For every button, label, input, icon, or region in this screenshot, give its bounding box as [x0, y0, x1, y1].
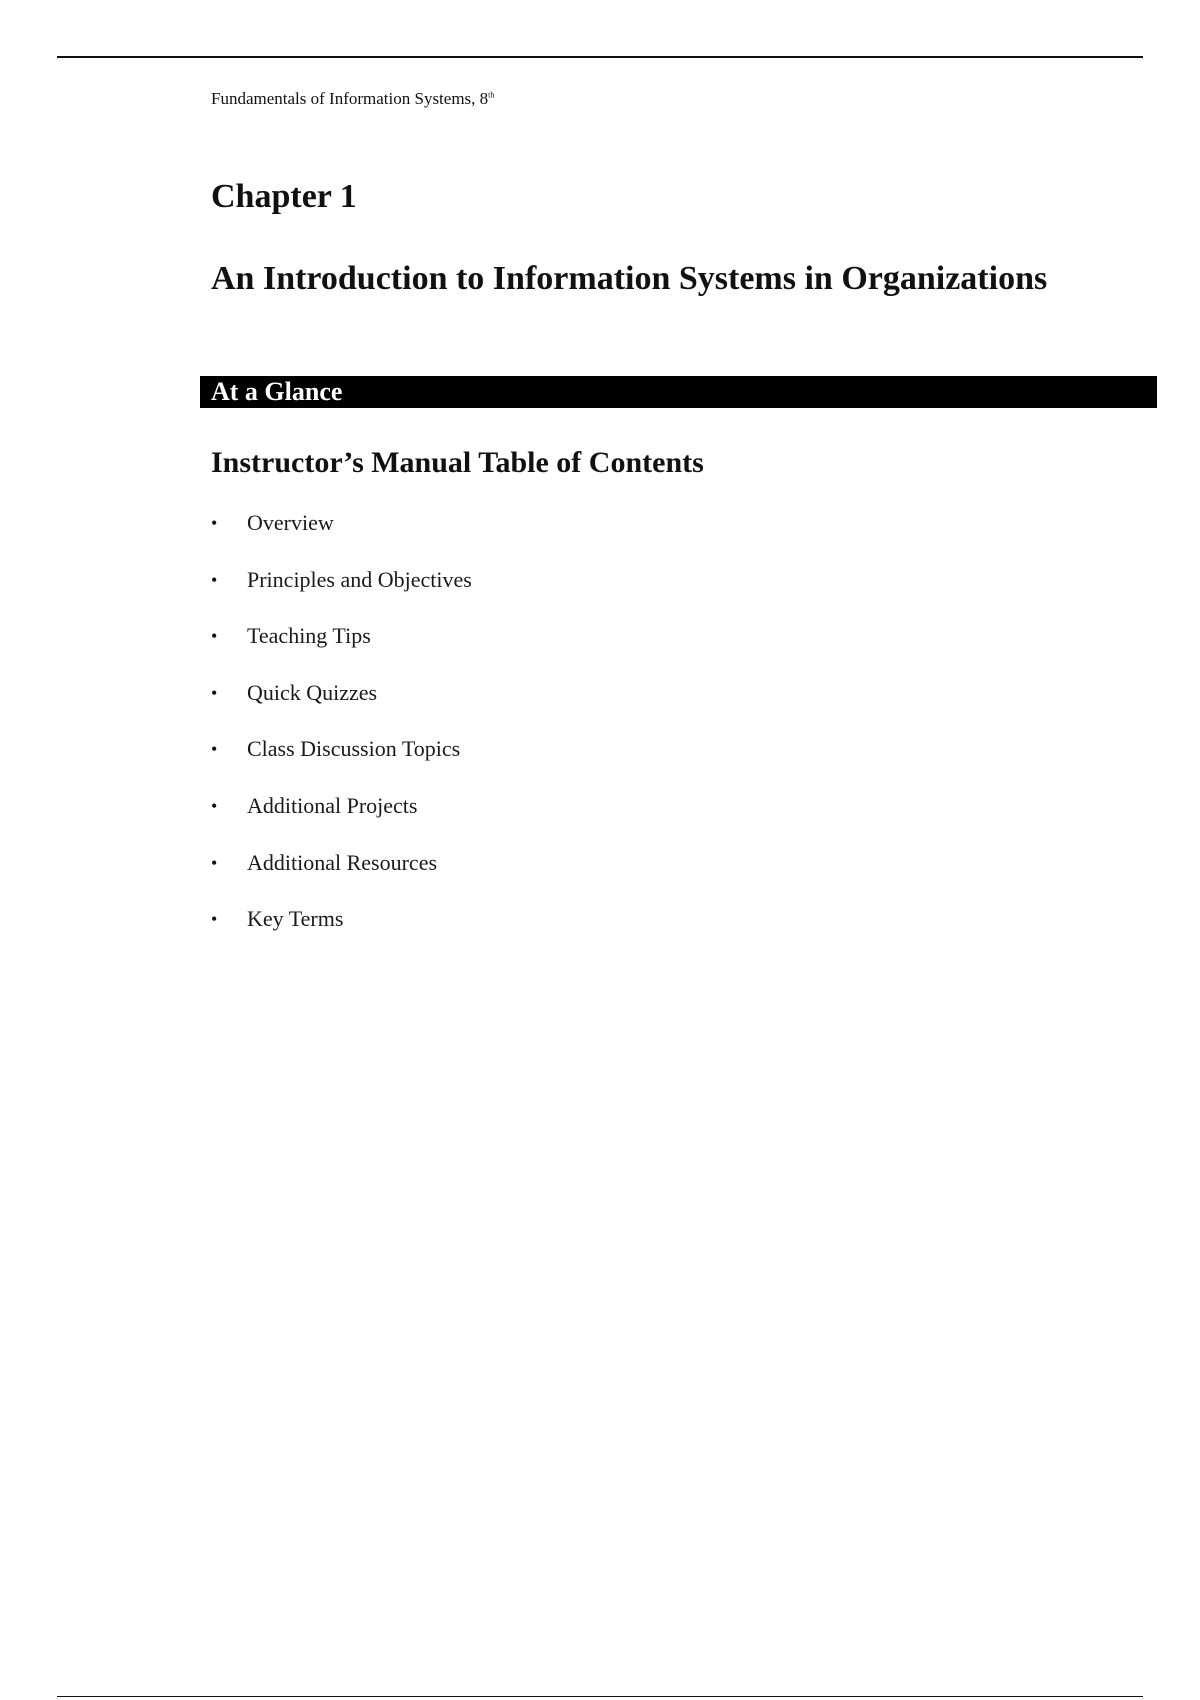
- toc-item-label: Overview: [247, 510, 334, 535]
- bullet-icon: •: [211, 852, 218, 873]
- top-rule: [57, 56, 1143, 58]
- toc-item-label: Additional Projects: [247, 792, 418, 818]
- bullet-icon: •: [211, 626, 218, 647]
- bullet-icon: •: [211, 795, 218, 816]
- toc-item-label: Principles and Objectives: [247, 566, 472, 592]
- bullet-icon: •: [211, 739, 218, 760]
- running-header: [211, 88, 494, 110]
- toc-item-label: Class Discussion Topics: [247, 736, 461, 762]
- bullet-icon: •: [211, 909, 218, 930]
- bullet-icon: •: [211, 682, 218, 703]
- toc-item-label: Quick Quizzes: [247, 679, 378, 705]
- at-a-glance-bar: [200, 376, 1157, 408]
- running-header-title: Fundamentals of Information Systems, 8: [211, 89, 489, 108]
- chapter-label: Chapter 1: [211, 178, 357, 215]
- running-header-superscript: th: [488, 90, 495, 100]
- toc-item-label: Key Terms: [247, 906, 344, 932]
- toc-heading: Instructor’s Manual Table of Contents: [211, 446, 704, 479]
- bottom-rule: [57, 1696, 1143, 1697]
- toc-item-label: Teaching Tips: [247, 623, 371, 649]
- at-a-glance-label: At a Glance: [211, 377, 343, 406]
- bullet-icon: •: [211, 513, 218, 533]
- bullet-icon: •: [211, 569, 218, 590]
- chapter-title: An Introduction to Information Systems in Organizations: [211, 260, 1048, 297]
- toc-item-label: Additional Resources: [247, 849, 438, 875]
